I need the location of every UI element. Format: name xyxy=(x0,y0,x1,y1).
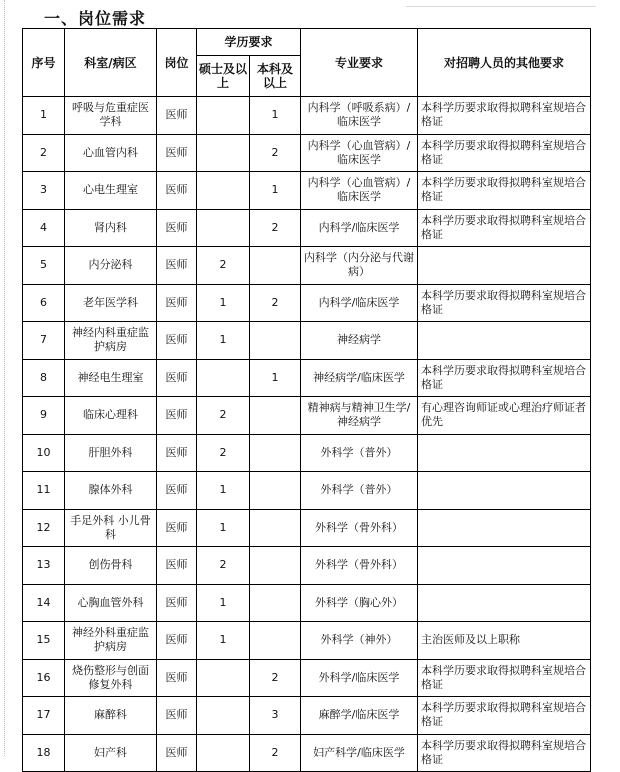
cell-master: 1 xyxy=(197,322,250,360)
cell-other: 本科学历要求取得拟聘科室规培合格证 xyxy=(418,697,591,735)
cell-master: 1 xyxy=(197,584,250,622)
cell-post: 医师 xyxy=(157,172,197,210)
cell-other: 本科学历要求取得拟聘科室规培合格证 xyxy=(418,134,591,172)
cell-bachelor xyxy=(250,622,301,660)
cell-master xyxy=(197,172,250,210)
cell-no: 9 xyxy=(23,397,65,435)
cell-no: 2 xyxy=(23,134,65,172)
cell-dept: 肝胆外科 xyxy=(65,434,157,472)
cell-other xyxy=(418,247,591,285)
cell-bachelor xyxy=(250,247,301,285)
cell-no: 8 xyxy=(23,359,65,397)
cell-dept: 烧伤整形与创面修复外科 xyxy=(65,659,157,697)
cell-bachelor xyxy=(250,322,301,360)
cell-bachelor xyxy=(250,434,301,472)
table-row xyxy=(23,509,591,547)
cell-no: 3 xyxy=(23,172,65,210)
cell-major: 神经病学 xyxy=(301,322,418,360)
cell-post: 医师 xyxy=(157,659,197,697)
table-row xyxy=(23,622,591,660)
cell-other xyxy=(418,434,591,472)
cell-major: 外科学（骨外科） xyxy=(301,547,418,585)
cell-no: 6 xyxy=(23,284,65,322)
cell-other: 本科学历要求取得拟聘科室规培合格证 xyxy=(418,209,591,247)
table-row xyxy=(23,359,591,397)
cell-dept: 腺体外科 xyxy=(65,472,157,510)
cell-other: 主治医师及以上职称 xyxy=(418,622,591,660)
cell-other: 本科学历要求取得拟聘科室规培合格证 xyxy=(418,659,591,697)
cell-major: 麻醉学/临床医学 xyxy=(301,697,418,735)
cell-post: 医师 xyxy=(157,434,197,472)
table-row xyxy=(23,322,591,360)
cell-other xyxy=(418,584,591,622)
table-row xyxy=(23,134,591,172)
cell-post: 医师 xyxy=(157,397,197,435)
cell-post: 医师 xyxy=(157,622,197,660)
cell-master xyxy=(197,97,250,135)
header-no: 序号 xyxy=(23,29,65,97)
cell-post: 医师 xyxy=(157,734,197,772)
table-row xyxy=(23,697,591,735)
cell-dept: 神经外科重症监护病房 xyxy=(65,622,157,660)
cell-no: 16 xyxy=(23,659,65,697)
cell-other: 有心理咨询师证或心理治疗师证者优先 xyxy=(418,397,591,435)
table-row xyxy=(23,659,591,697)
cell-bachelor xyxy=(250,472,301,510)
cell-master: 2 xyxy=(197,547,250,585)
table-row xyxy=(23,397,591,435)
cell-other: 本科学历要求取得拟聘科室规培合格证 xyxy=(418,97,591,135)
cell-major: 内科学/临床医学 xyxy=(301,284,418,322)
cell-bachelor: 2 xyxy=(250,209,301,247)
cell-post: 医师 xyxy=(157,547,197,585)
header-edu: 学历要求 xyxy=(197,29,301,56)
cell-bachelor: 2 xyxy=(250,134,301,172)
cell-major: 内科学/临床医学 xyxy=(301,209,418,247)
table-row xyxy=(23,472,591,510)
cell-bachelor: 1 xyxy=(250,359,301,397)
cell-bachelor: 2 xyxy=(250,734,301,772)
cell-dept: 妇产科 xyxy=(65,734,157,772)
cell-no: 13 xyxy=(23,547,65,585)
table-row xyxy=(23,547,591,585)
cell-no: 18 xyxy=(23,734,65,772)
cell-other xyxy=(418,322,591,360)
cell-post: 医师 xyxy=(157,584,197,622)
cell-no: 17 xyxy=(23,697,65,735)
cell-master: 1 xyxy=(197,622,250,660)
cell-no: 10 xyxy=(23,434,65,472)
cell-post: 医师 xyxy=(157,97,197,135)
cell-master: 1 xyxy=(197,284,250,322)
cell-other xyxy=(418,509,591,547)
header-major: 专业要求 xyxy=(301,29,418,97)
cell-major: 外科学（神外） xyxy=(301,622,418,660)
cell-other: 本科学历要求取得拟聘科室规培合格证 xyxy=(418,284,591,322)
cell-bachelor xyxy=(250,584,301,622)
header-master: 硕士及以上 xyxy=(197,56,250,97)
cell-bachelor: 1 xyxy=(250,172,301,210)
cell-dept: 麻醉科 xyxy=(65,697,157,735)
cell-major: 妇产科学/临床医学 xyxy=(301,734,418,772)
section-title: 一、岗位需求 xyxy=(44,9,147,28)
cell-bachelor: 1 xyxy=(250,97,301,135)
table-row xyxy=(23,284,591,322)
cell-major: 外科学（胸心外） xyxy=(301,584,418,622)
cell-major: 精神病与精神卫生学/神经病学 xyxy=(301,397,418,435)
cell-dept: 神经内科重症监护病房 xyxy=(65,322,157,360)
cell-dept: 手足外科 小儿骨科 xyxy=(65,509,157,547)
cell-other: 本科学历要求取得拟聘科室规培合格证 xyxy=(418,172,591,210)
cell-dept: 临床心理科 xyxy=(65,397,157,435)
cell-bachelor xyxy=(250,547,301,585)
cell-major: 内科学（心血管病）/临床医学 xyxy=(301,134,418,172)
cell-post: 医师 xyxy=(157,359,197,397)
cell-master: 2 xyxy=(197,397,250,435)
cell-dept: 肾内科 xyxy=(65,209,157,247)
cell-major: 内科学（内分泌与代谢病） xyxy=(301,247,418,285)
cell-master xyxy=(197,697,250,735)
cell-dept: 创伤骨科 xyxy=(65,547,157,585)
cell-no: 12 xyxy=(23,509,65,547)
cell-dept: 心血管内科 xyxy=(65,134,157,172)
cell-no: 4 xyxy=(23,209,65,247)
cell-master xyxy=(197,134,250,172)
header-bachelor: 本科及以上 xyxy=(250,56,301,97)
cell-other: 本科学历要求取得拟聘科室规培合格证 xyxy=(418,734,591,772)
cell-major: 外科学（普外） xyxy=(301,472,418,510)
cell-bachelor: 3 xyxy=(250,697,301,735)
header-dept: 科室/病区 xyxy=(65,29,157,97)
cell-post: 医师 xyxy=(157,284,197,322)
table-row xyxy=(23,434,591,472)
cell-bachelor: 2 xyxy=(250,284,301,322)
cell-major: 外科学（骨外科） xyxy=(301,509,418,547)
cell-major: 神经病学/临床医学 xyxy=(301,359,418,397)
cell-no: 7 xyxy=(23,322,65,360)
table-row xyxy=(23,209,591,247)
cell-no: 5 xyxy=(23,247,65,285)
cell-major: 外科学（普外） xyxy=(301,434,418,472)
cell-post: 医师 xyxy=(157,697,197,735)
cell-no: 1 xyxy=(23,97,65,135)
recruitment-table xyxy=(22,28,591,772)
cell-dept: 内分泌科 xyxy=(65,247,157,285)
cell-post: 医师 xyxy=(157,134,197,172)
header-rule xyxy=(406,6,596,7)
cell-master xyxy=(197,659,250,697)
cell-post: 医师 xyxy=(157,509,197,547)
table-row xyxy=(23,584,591,622)
cell-other: 本科学历要求取得拟聘科室规培合格证 xyxy=(418,359,591,397)
cell-dept: 老年医学科 xyxy=(65,284,157,322)
table-row xyxy=(23,172,591,210)
cell-post: 医师 xyxy=(157,209,197,247)
header-post: 岗位 xyxy=(157,29,197,97)
table-row xyxy=(23,734,591,772)
cell-master xyxy=(197,734,250,772)
cell-master xyxy=(197,209,250,247)
cell-bachelor xyxy=(250,397,301,435)
cell-post: 医师 xyxy=(157,472,197,510)
cell-dept: 心胸血管外科 xyxy=(65,584,157,622)
cell-master: 2 xyxy=(197,247,250,285)
cell-bachelor xyxy=(250,509,301,547)
cell-no: 11 xyxy=(23,472,65,510)
header-other: 对招聘人员的其他要求 xyxy=(418,29,591,97)
cell-master: 1 xyxy=(197,509,250,547)
table-row xyxy=(23,97,591,135)
cell-post: 医师 xyxy=(157,322,197,360)
cell-dept: 神经电生理室 xyxy=(65,359,157,397)
cell-post: 医师 xyxy=(157,247,197,285)
cell-bachelor: 2 xyxy=(250,659,301,697)
page-margin-guide xyxy=(4,0,6,756)
cell-master xyxy=(197,359,250,397)
cell-no: 15 xyxy=(23,622,65,660)
cell-master: 2 xyxy=(197,434,250,472)
cell-dept: 心电生理室 xyxy=(65,172,157,210)
table-row xyxy=(23,247,591,285)
cell-other xyxy=(418,472,591,510)
cell-other xyxy=(418,547,591,585)
cell-major: 外科学/临床医学 xyxy=(301,659,418,697)
cell-major: 内科学（呼吸系病）/临床医学 xyxy=(301,97,418,135)
cell-major: 内科学（心血管病）/临床医学 xyxy=(301,172,418,210)
cell-no: 14 xyxy=(23,584,65,622)
cell-master: 1 xyxy=(197,472,250,510)
cell-dept: 呼吸与危重症医学科 xyxy=(65,97,157,135)
